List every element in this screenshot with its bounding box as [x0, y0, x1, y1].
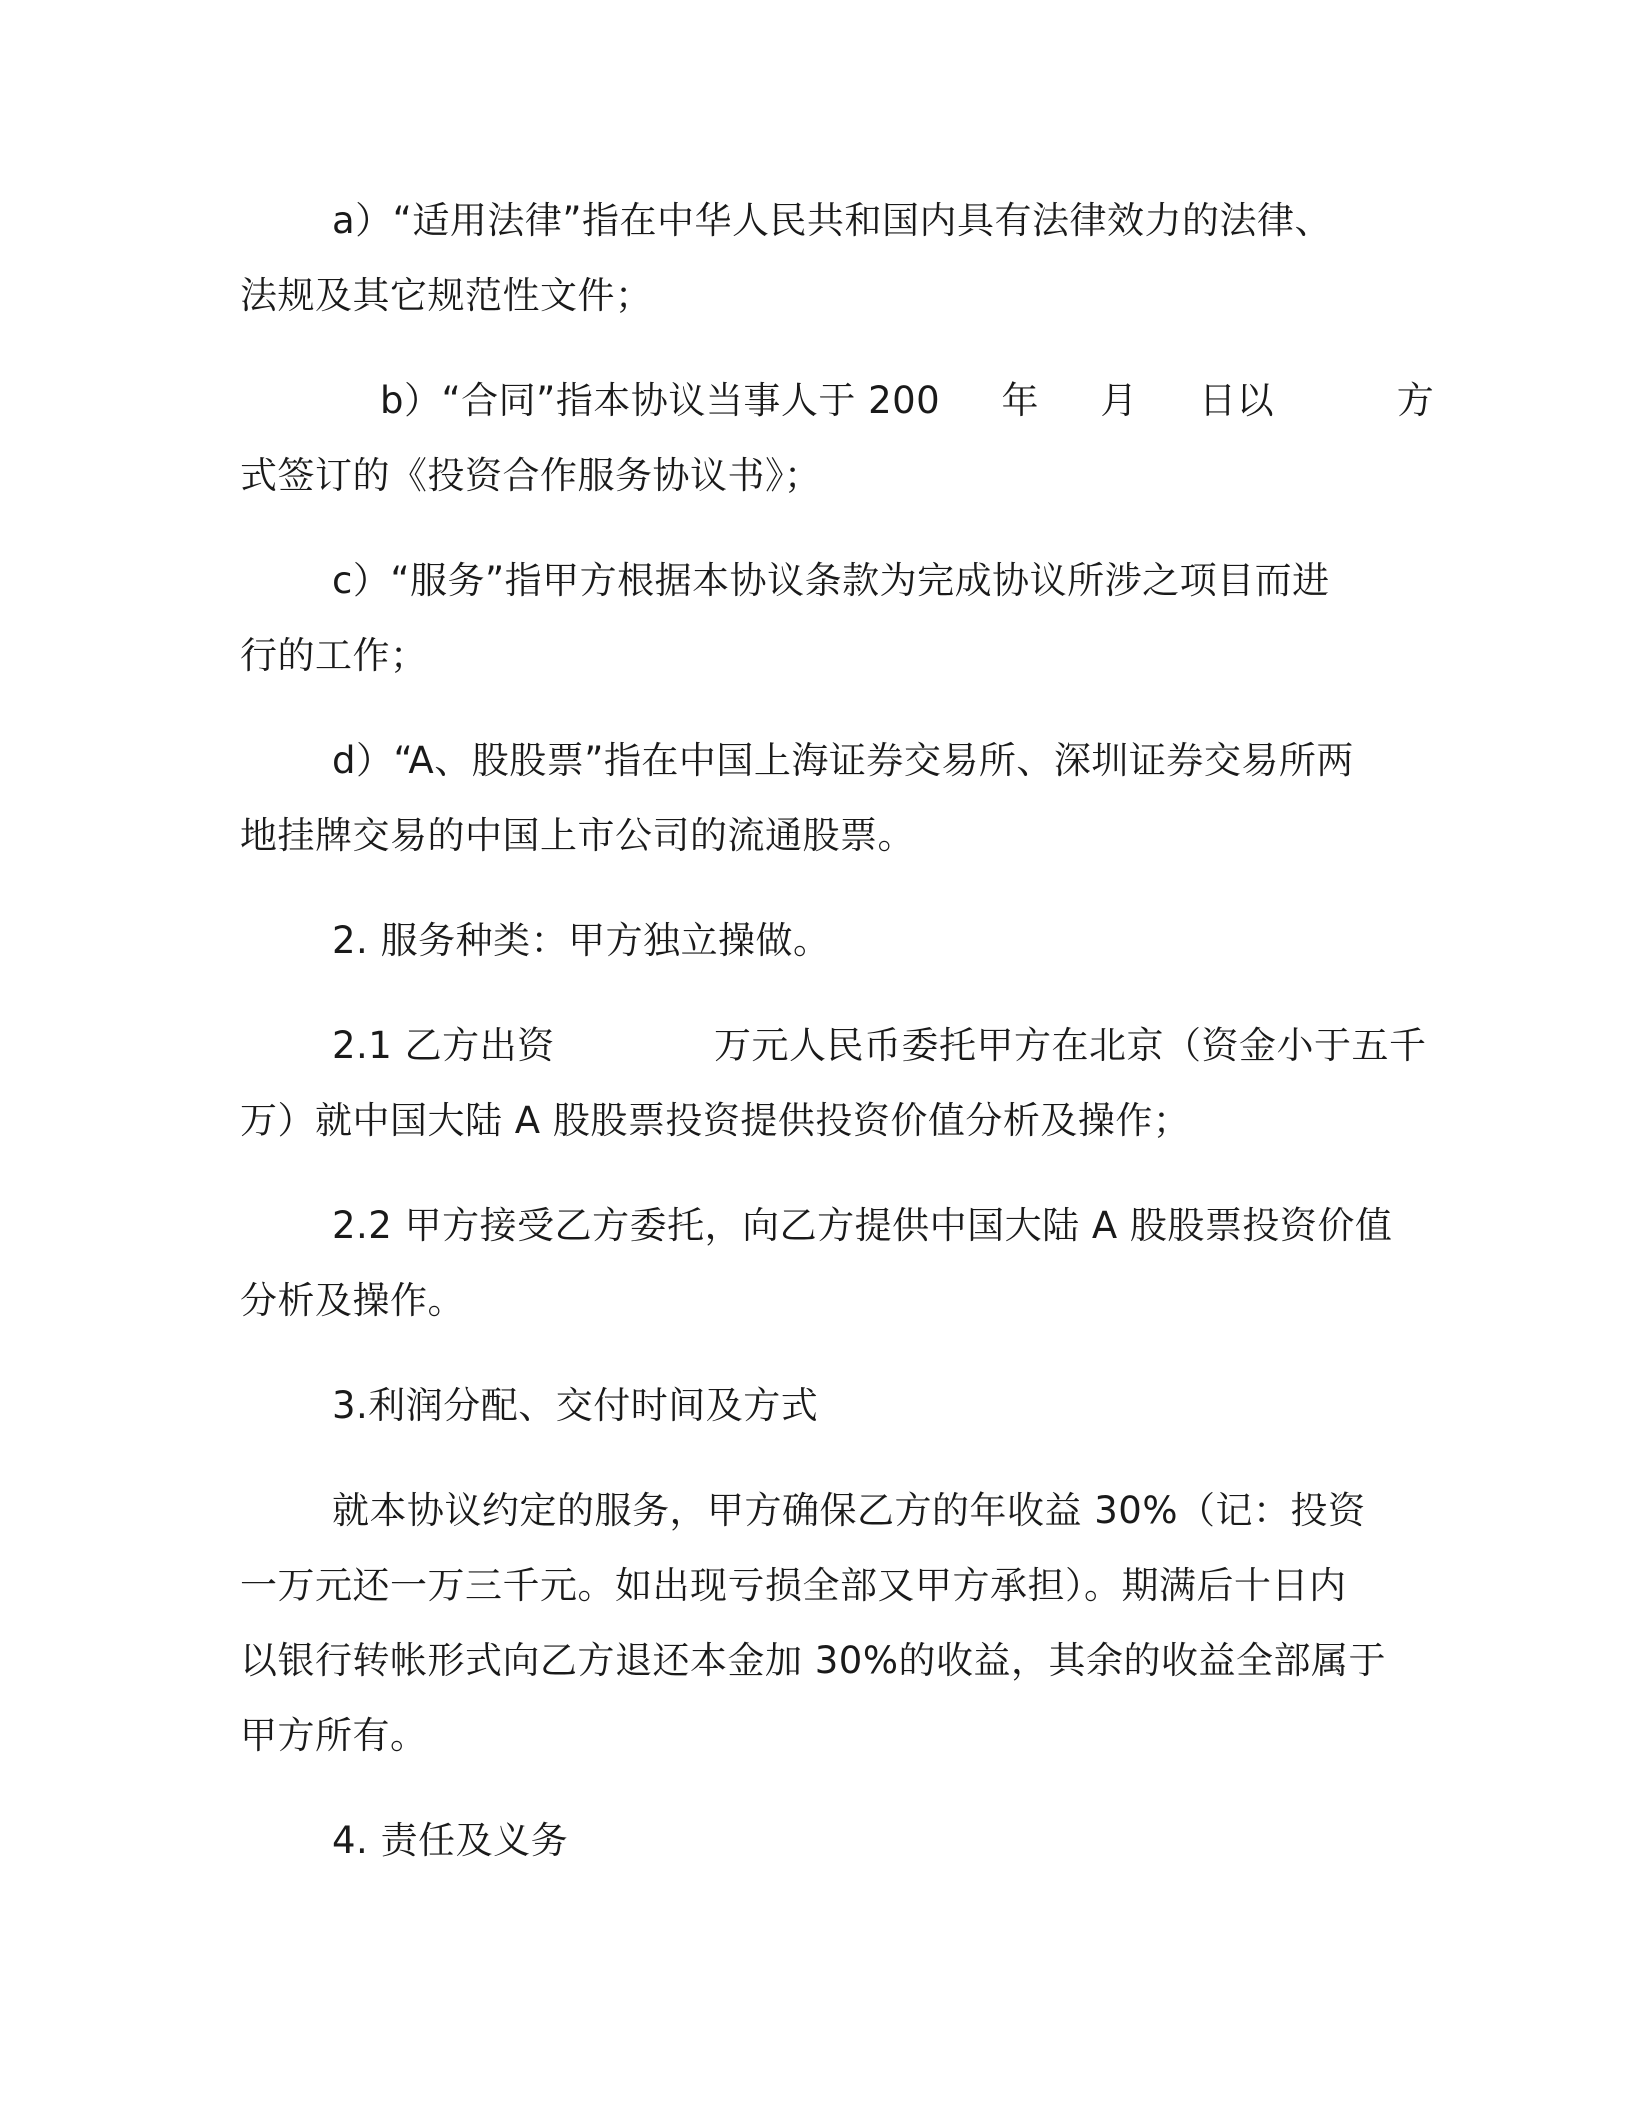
clause-c-line-1: c）“服务”指甲方根据本协议条款为完成协议所涉之项目而进: [332, 559, 1330, 602]
section-3-para-line-2: 一万元还一万三千元。如出现亏损全部又甲方承担）。期满后十日内: [240, 1564, 1347, 1607]
section-3-para-line-3: 以银行转帐形式向乙方退还本金加 30%的收益，其余的收益全部属于: [240, 1639, 1386, 1682]
clause-b-line-2: 式签订的《投资合作服务协议书》；: [240, 454, 822, 497]
clause-a-line-1: a）“适用法律”指在中华人民共和国内具有法律效力的法律、: [332, 199, 1333, 242]
section-3-heading: 3.利润分配、交付时间及方式: [332, 1384, 819, 1427]
section-2-2-line-2: 分析及操作。: [240, 1279, 465, 1322]
section-3-para-line-4: 甲方所有。: [240, 1714, 428, 1757]
section-4-heading: 4. 责任及义务: [332, 1819, 569, 1862]
section-2-1-line-1: 2.1 乙方出资 万元人民币委托甲方在北京（资金小于五千: [332, 1024, 1427, 1067]
section-2-heading: 2. 服务种类：甲方独立操做。: [332, 919, 831, 962]
section-3-para-line-1: 就本协议约定的服务，甲方确保乙方的年收益 30%（记：投资: [332, 1489, 1366, 1532]
section-2-1-line-2: 万）就中国大陆 A 股股票投资提供投资价值分析及操作；: [240, 1099, 1191, 1142]
clause-b-line-1: b）“合同”指本协议当事人于 200 年 月 日以 方: [380, 379, 1435, 422]
clause-a-line-2: 法规及其它规范性文件；: [240, 274, 653, 317]
section-2-2-line-1: 2.2 甲方接受乙方委托，向乙方提供中国大陆 A 股股票投资价值: [332, 1204, 1393, 1247]
clause-d-line-1: d）“A、股股票”指在中国上海证券交易所、深圳证券交易所两: [332, 739, 1354, 782]
clause-c-line-2: 行的工作；: [240, 634, 428, 677]
clause-d-line-2: 地挂牌交易的中国上市公司的流通股票。: [240, 814, 915, 857]
